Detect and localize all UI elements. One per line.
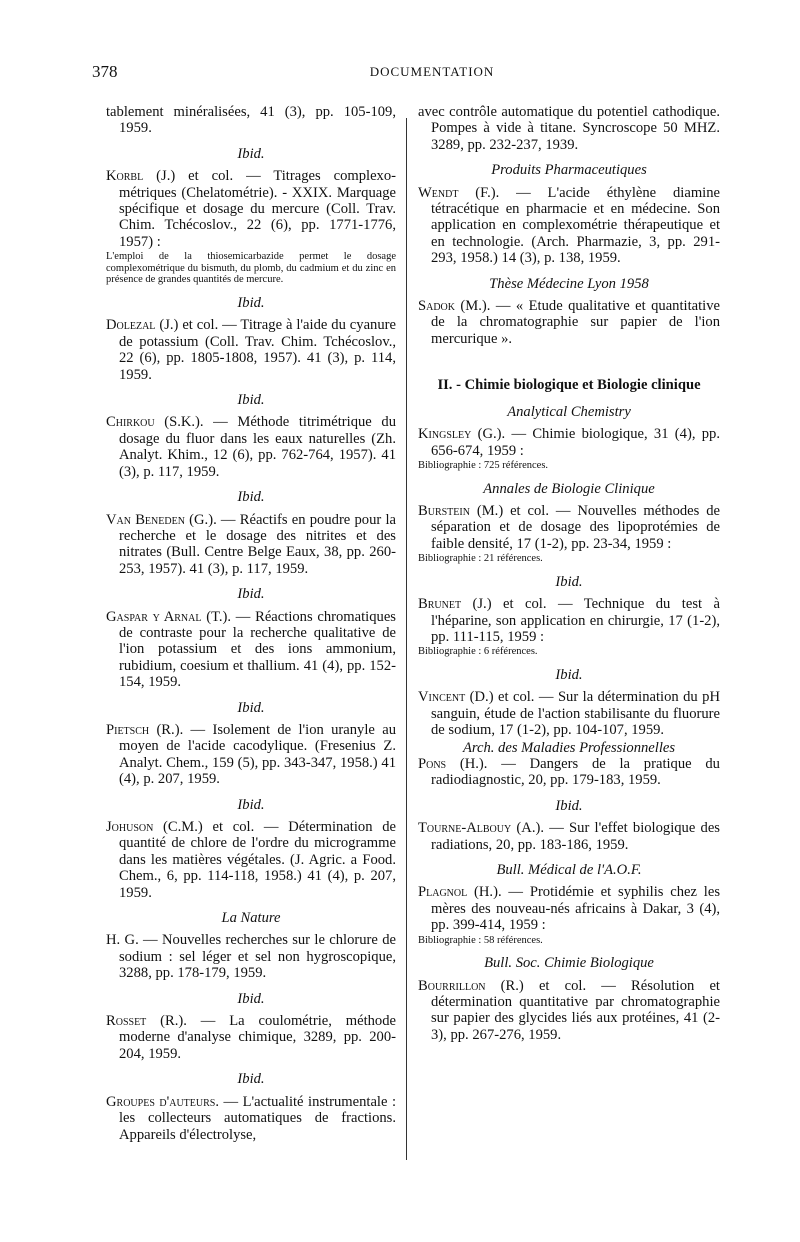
entry-text: . — L'actualité instrumentale : les collecteurs automatiques de fractions. Appareils d'électrolyse,	[119, 1093, 396, 1143]
entry-text: . — Dangers de la pratique du radiodiagnostic, 20, pp. 179-183, 1959.	[431, 755, 720, 789]
source-heading: Ibid.	[237, 392, 265, 409]
left-column	[106, 104, 396, 1143]
source-heading: La Nature	[221, 910, 281, 927]
source-heading: Ibid.	[555, 666, 583, 683]
bibliography-entry	[106, 932, 396, 981]
entry-author: Brunet (J.)	[418, 596, 492, 613]
abstract-note: Bibliographie : 58 références.	[418, 934, 543, 946]
entry-text: . — Réactions chromatiques de contraste pour la recherche qualitative de l'ion potassium et des ions ammonium, rubidium, coesium et thallium. 41 (4), pp. 152-154, 1959.	[119, 608, 396, 691]
entry-author: Pietsch (R.)	[106, 721, 180, 738]
abstract-note: Bibliographie : 21 références.	[418, 553, 543, 565]
entry-author: Tourne-Albouy (A.)	[418, 820, 541, 837]
source-heading: Ibid.	[555, 797, 583, 814]
entry-text: . — Isolement de l'ion uranyle au moyen de l'acide cacodylique. (Fresenius Z. Analyt. Chem., 159 (5), pp. 343-347, 1958.) 41 (4), p. 207, 1959.	[119, 721, 396, 788]
entry-author: Van Beneden (G.)	[106, 511, 214, 528]
bibliography-entry	[106, 168, 396, 250]
entry-text: . — Sur l'effet biologique des radiations, 20, pp. 183-186, 1959.	[431, 820, 720, 853]
entry-author: Dolezal (J.)	[106, 317, 179, 334]
entry-author: Groupes d'auteurs	[106, 1093, 216, 1110]
running-title: DOCUMENTATION	[369, 64, 495, 79]
bibliography-entry	[418, 503, 720, 552]
source-heading: Analytical Chemistry	[507, 403, 631, 420]
entry-text: H. G. — Nouvelles recherches sur le chlorure de sodium : sel léger et sel non hygroscopique, 3288, pp. 178-179, 1959.	[106, 932, 396, 982]
entry-author: Gaspar y Arnal (T.)	[106, 608, 228, 625]
entry-text: . — Réactifs en poudre pour la recherche et le dosage des nitrites et des nitrates (Bull. Centre Belge Eaux, 38, pp. 260-253, 1957). 41 (3), p. 117, 1959.	[119, 511, 397, 577]
source-heading: Ibid.	[237, 586, 265, 603]
bibliography-entry	[418, 884, 720, 933]
source-heading: Bull. Soc. Chimie Biologique	[484, 955, 654, 972]
bibliography-entry	[106, 414, 396, 480]
source-heading: Arch. des Maladies Professionnelles	[462, 739, 676, 756]
entry-author: Plagnol (H.)	[418, 884, 498, 901]
entry-author: Chirkou (S.K.)	[106, 414, 200, 431]
bibliography-entry	[418, 978, 720, 1044]
entry-text: . — La coulométrie, méthode moderne d'analyse chimique, 3289, pp. 200-204, 1959.	[119, 1013, 397, 1062]
source-heading: Produits Pharmaceutiques	[491, 162, 647, 179]
page-header	[92, 62, 772, 86]
source-heading: Ibid.	[237, 796, 265, 813]
entry-author: Korbl (J.)	[106, 168, 176, 185]
entry-text: et col. — Titrages complexo-métriques (Chelatométrie). - XXIX. Marquage spécifique et dosage du mercure (Coll. Trav. Chim. Tchécoslov., 22 (6), pp. 1771-1776, 1957) :	[119, 168, 397, 250]
bibliography-entry	[106, 819, 396, 901]
abstract-note: Bibliographie : 6 références.	[418, 646, 538, 658]
entry-author: Sadok (M.)	[418, 298, 487, 315]
entry-author: Johuson (C.M.)	[106, 819, 203, 835]
entry-text: et col. — Titrage à l'aide du cyanure de potassium (Coll. Trav. Chim. Tchécoslov., 22 (6), pp. 1805-1808, 1957). 41 (3), p. 114, 1959.	[119, 317, 396, 383]
right-column	[418, 104, 720, 1043]
bibliography-entry	[106, 609, 396, 691]
bibliography-entry	[418, 756, 720, 789]
entry-text: . — L'acide éthylène diamine tétracétique en pharmacie et en médecine. Son application en complexométrie thérapeutique et en technologie. (Arch. Pharmazie, 3, pp. 291-293, 1958.) 14 (3), p. 138, 1959.	[431, 184, 721, 267]
entry-author: Pons (H.)	[418, 755, 484, 772]
entry-author: Vincent (D.)	[418, 689, 494, 706]
entry-text: et col. — Technique du test à l'héparine, son application en chirurgie, 17 (1-2), pp. 111-115, 1959 :	[431, 596, 720, 645]
source-heading: Ibid.	[237, 990, 265, 1007]
entry-text: . — « Etude qualitative et quantitative de la chromatographie sur papier de l'ion mercurique ».	[431, 298, 721, 347]
entry-author: Wendt (F.)	[418, 184, 496, 201]
entry-text: . — Protidémie et syphilis chez les mères des nouveau-nés africains à Dakar, 3 (4), pp. 399-414, 1959 :	[431, 884, 721, 934]
source-heading: Bull. Médical de l'A.O.F.	[496, 862, 642, 878]
entry-text: . — Méthode titrimétrique du dosage du fluor dans les eaux naturelles (Zh. Analyt. Khim., 12 (6), pp. 762-764, 1957). 41 (3), p. 117, 1959.	[119, 414, 396, 480]
entry-text: et col. — Détermination de quantité de chlore de l'ordre du microgramme dans les matières végétales. (J. Agric. a Food. Chem., 6, pp. 114-118, 1958.) 41 (4), p. 207, 1959.	[119, 819, 396, 901]
bibliography-entry	[106, 1094, 396, 1143]
bibliography-entry	[418, 689, 720, 738]
page-number: 378	[92, 62, 118, 81]
source-heading: Ibid.	[237, 489, 265, 506]
source-heading: Ibid.	[237, 699, 265, 716]
source-heading: Ibid.	[555, 573, 583, 590]
column-divider	[406, 118, 407, 1160]
source-heading: Ibid.	[237, 295, 265, 312]
entry-author: Bourrillon (R.)	[418, 977, 524, 994]
continued-text: avec contrôle automatique du potentiel cathodique. Pompes à vide à titane. Syncroscope 50 MHZ. 3289, pp. 232-237, 1939.	[418, 104, 720, 153]
bibliography-entry	[418, 185, 720, 267]
bibliography-entry	[418, 426, 720, 459]
entry-text: et col. — Nouvelles méthodes de séparation et de dosage des lipoprotémies de faible densité, 17 (1-2), pp. 23-34, 1959 :	[431, 502, 720, 552]
entry-text: et col. — Sur la détermination du pH sanguin, étude de l'action stabilisante du fluorure de sodium, 17 (1-2), pp. 104-107, 1959.	[431, 689, 720, 739]
entry-text: . — Chimie biologique, 31 (4), pp. 656-674, 1959 :	[431, 426, 720, 459]
entry-text: et col. — Résolution et détermination quantitative par chromatographie sur papier des glycides liés aux protéines, 41 (2-3), pp. 267-276, 1959.	[431, 977, 720, 1043]
source-heading: Thèse Médecine Lyon 1958	[489, 275, 649, 292]
bibliography-entry	[106, 512, 396, 578]
entry-author: Burstein (M.)	[418, 502, 504, 519]
bibliography-entry	[106, 317, 396, 383]
entry-author: Rosset (R.)	[106, 1013, 184, 1030]
bibliography-entry	[418, 820, 720, 853]
section-heading: II. - Chimie biologique et Biologie clinique	[437, 377, 701, 394]
continued-text: tablement minéralisées, 41 (3), pp. 105-109, 1959.	[106, 104, 396, 137]
source-heading: Annales de Biologie Clinique	[483, 480, 655, 497]
source-heading: Ibid.	[237, 1071, 265, 1088]
entry-author: Kingsley (G.)	[418, 426, 502, 443]
bibliography-entry	[106, 722, 396, 788]
bibliography-entry	[418, 596, 720, 645]
abstract-note: Bibliographie : 725 références.	[418, 459, 549, 471]
abstract-note: L'emploi de la thiosemicarbazide permet le dosage complexométrique du bismuth, du plomb, du cadmium et du zinc en présence de grandes quantités de mercure.	[106, 251, 396, 286]
source-heading: Ibid.	[237, 145, 265, 162]
bibliography-entry	[106, 1013, 396, 1062]
bibliography-entry	[418, 298, 720, 347]
